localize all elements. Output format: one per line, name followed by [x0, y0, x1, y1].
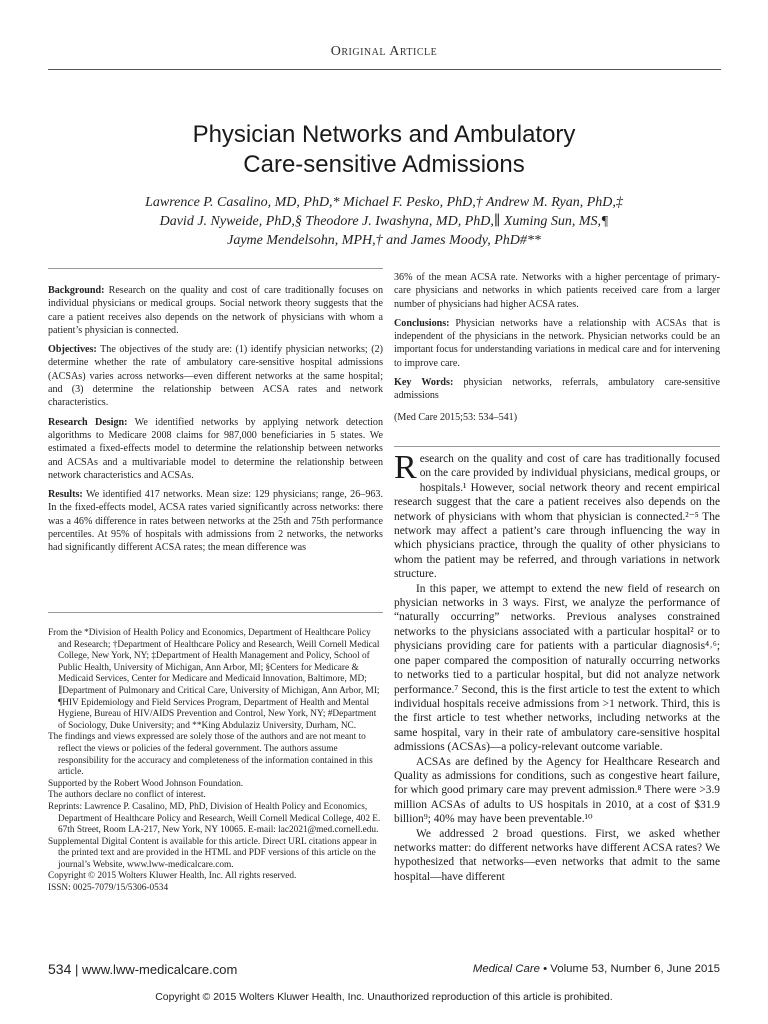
keywords-label: Key Words:	[394, 377, 454, 389]
journal-issue: Volume 53, Number 6, June 2015	[550, 963, 720, 975]
header-rule	[48, 69, 721, 70]
footnote-supplemental: Supplemental Digital Content is available for this article. Direct URL citations appear in the printed text and are provided in the HTML and PDF versions of this article on the journal’s Website, www.lww-medicalcare.com.	[48, 836, 377, 870]
body-paragraph-3: ACSAs are defined by the Agency for Healthcare Research and Quality as admissions for conditions, such as congestive heart failure, for which good primary care may prevent admission.⁸ There were >3.9 million ACSAs of adults to US hospitals in 2010, at a cost of $31.9 billion⁹; 40% may have been preventable.¹⁰	[394, 755, 720, 826]
authors-line-3: Jayme Mendelsohn, MPH,† and James Moody, PhD#**	[227, 233, 541, 248]
design-label: Research Design:	[48, 416, 128, 428]
dropcap: R	[394, 449, 417, 486]
keywords-text: physician networks, referrals, ambulatory care-sensitive admissions	[394, 377, 720, 402]
footer-left	[48, 961, 237, 977]
body-paragraph-2: In this paper, we attempt to extend the new field of research on physician networks in 3 ways. First, we analyze the performance of “naturally occurring” networks. Previous analyses constrained networks to the physicians associated with a particular hospital² or to physicians providing care for patients with a particular diagnosis⁴˒⁶; one paper compared the composition of naturally occurring networks to networks tied to a particular hospital, but did not analyze network performance.⁷ Second, this is the first article to test the extent to which individual hospitals receive admissions from >1 network. Third, this is the first article to test whether networks, including networks at the same hospital, vary in their rate of ambulatory care-sensitive hospital admissions (ACSAs)—a policy-relevant outcome variable.	[394, 582, 720, 754]
journal-website: www.lww-medicalcare.com	[82, 962, 238, 977]
objectives-text: The objectives of the study are: (1) identify physician networks; (2) determine whether the rate of ambulatory care-sensitive hospital admissions (ACSAs) varies across networks—even different networks at the same hospital; and (3) determine the relationship between ACSA rates and network characteristics.	[48, 344, 383, 409]
abstract-left-column	[48, 284, 383, 561]
footnote-reprints: Reprints: Lawrence P. Casalino, MD, PhD, Division of Health Policy and Economics, Department of Healthcare Policy and Research, Weill Cornell Medical College, 402 E. 67th Street, Room LA-217, New York, NY 10065. E-mail: lac2021@med.cornell.edu.	[48, 801, 381, 836]
footnote-support: Supported by the Robert Wood Johnson Foundation.	[48, 778, 244, 789]
title-line-2: Care-sensitive Admissions	[243, 151, 525, 178]
footnote-copyright: Copyright © 2015 Wolters Kluwer Health, Inc. All rights reserved.	[48, 871, 297, 882]
conclusions-text: Physician networks have a relationship with ACSAs that is independent of the physicians in the network. Physician networks could be an important focus for understanding variations in medical care and for intervening to improve care.	[394, 317, 720, 369]
section-label: Original Article	[330, 44, 438, 59]
article-title	[60, 120, 708, 180]
footer-right	[400, 963, 720, 975]
abstract-end-rule-right	[394, 446, 720, 447]
background-text: Research on the quality and cost of care traditionally focuses on individual physicians or medical groups. Social network theory suggests that the care a patient receives also depends on the network of physicians with whom a patient’s physician is connected.	[48, 285, 383, 336]
footer-bullet: •	[543, 963, 548, 975]
abstract-background	[48, 284, 383, 337]
abstract-results	[48, 488, 383, 554]
abstract-right-column	[394, 271, 720, 430]
footnote-affiliations: From the *Division of Health Policy and Economics, Department of Healthcare Policy and Research; †Department of Healthcare Policy and Research, Weill Cornell Medical College, New York, NY; ‡Department of Health Management and Policy, School of Public Health, University of Michigan, Ann Arbor, MI; §Centers for Medicare & Medicaid Services, Center for Medicare and Medicaid Innovation, Baltimore, MD; ∥Department of Pulmonary and Critical Care, University of Michigan, Ann Arbor, MI; ¶HIV Epidemiology and Field Services Program, Department of Health and Mental Hygiene, Bureau of HIV/AIDS Prevention and Control, New York, NY; #Department of Sociology, Duke University; and **King Abdulaziz University, Durham, NC.	[48, 628, 380, 731]
abstract-objectives	[48, 343, 383, 409]
footnotes	[48, 628, 383, 895]
body-paragraph-1	[394, 449, 720, 582]
results-label: Results:	[48, 489, 83, 501]
abstract-conclusions	[394, 317, 720, 370]
abstract-keywords	[394, 376, 720, 403]
abstract-rule	[48, 268, 383, 269]
footnote-issn: ISSN: 0025-7079/15/5306-0534	[48, 883, 169, 894]
abstract-results-continued: 36% of the mean ACSA rate. Networks with a higher percentage of primary-care physicians and networks in which patients received care from a larger number of physicians had higher ACSA rates.	[394, 272, 720, 310]
abstract-research-design	[48, 416, 383, 482]
results-text: We identified 417 networks. Mean size: 129 physicians; range, 26–963. In the fixed-effects model, ACSA rates varied significantly across networks: there was a 46% difference in rates between networks at the 25th and 75th performance percentiles. At 95% of hospitals with admissions from 2 networks, the networks had significantly different ACSA rates; the mean difference was	[48, 489, 383, 554]
footer-separator: |	[74, 962, 79, 977]
authors-line-1: Lawrence P. Casalino, MD, PhD,* Michael F. Pesko, PhD,† Andrew M. Ryan, PhD,‡	[145, 195, 623, 210]
page-number: 534	[48, 961, 72, 977]
body-paragraph-1-text: esearch on the quality and cost of care has traditionally focused on the care provided by individual physicians, medical groups, or hospitals.¹ However, social network theory and recent empirical research suggest that the care a patient receives also depends on the network of physicians with whom that physician is connected.²⁻⁵ The network may affect a patient’s care through influencing the way in which physicians practice, through the quality of other physicians to whom the patient may be referred, and through variations in network structure.	[394, 453, 720, 581]
footnote-conflict: The authors declare no conflict of interest.	[48, 790, 206, 801]
title-line-1: Physician Networks and Ambulatory	[192, 121, 576, 148]
journal-name: Medical Care	[472, 963, 540, 975]
author-list	[70, 193, 698, 250]
conclusions-label: Conclusions:	[394, 317, 450, 329]
body-text	[394, 449, 720, 884]
background-label: Background:	[48, 285, 105, 296]
abstract-citation: (Med Care 2015;53: 534–541)	[394, 411, 518, 423]
authors-line-2: David J. Nyweide, PhD,§ Theodore J. Iwashyna, MD, PhD,∥ Xuming Sun, MS,¶	[159, 214, 609, 229]
abstract-end-rule-left	[48, 612, 383, 613]
body-paragraph-4: We addressed 2 broad questions. First, we asked whether networks matter: do different networks have different ACSA rates? We hypothesized that networks—even networks that admit to the same hospital—have different	[394, 827, 720, 883]
copyright-notice: Copyright © 2015 Wolters Kluwer Health, Inc. Unauthorized reproduction of this article is prohibited.	[155, 992, 613, 1003]
design-text: We identified networks by applying network detection algorithms to Medicare 2008 claims for 987,000 beneficiaries in 5 states. We estimated a fixed-effects model to determine the relationship between networks and ACSAs and a multivariable model to determine the relationship between network characteristics and ACSAs.	[48, 416, 383, 481]
footnote-disclaimer: The findings and views expressed are solely those of the authors and are not meant to reflect the views or policies of the federal government. The authors assume responsibility for the accuracy and completeness of the information contained in this article.	[48, 732, 373, 778]
objectives-label: Objectives:	[48, 344, 97, 356]
